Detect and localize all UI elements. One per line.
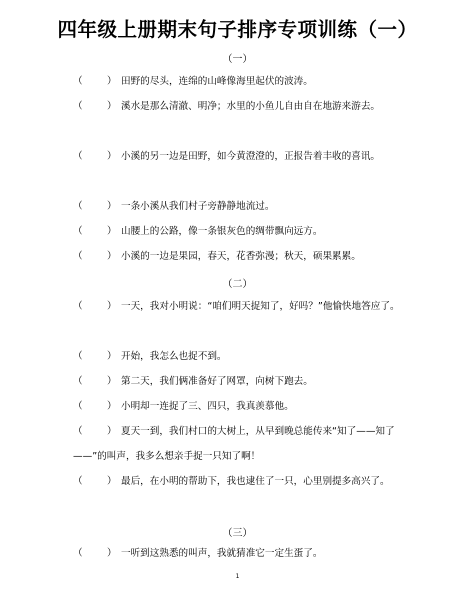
sentence-text: 小溪的另一边是田野，如今黄澄澄的，正报告着丰收的喜讯。 xyxy=(121,151,381,162)
sentence-item xyxy=(73,219,413,244)
sentence-text: 一听到这熟悉的叫声，我就猜准它一定生蛋了。 xyxy=(121,548,323,559)
sentence-text: 最后，在小明的帮助下，我也逮住了一只，心里别提多高兴了。 xyxy=(121,476,390,487)
section-heading-2: （二） xyxy=(222,279,253,290)
section-heading-1: （一） xyxy=(222,54,253,65)
answer-blank[interactable]: （ ） xyxy=(73,151,117,162)
answer-blank[interactable]: （ ） xyxy=(73,251,117,262)
sentence-item xyxy=(73,94,413,119)
answer-blank[interactable]: （ ） xyxy=(73,476,117,487)
sentence-text: 一天，我对小明说：“咱们明天捉知了，好吗？”他愉快地答应了。 xyxy=(121,301,400,312)
sentence-item xyxy=(73,419,413,469)
answer-blank[interactable]: （ ） xyxy=(73,301,117,312)
sentence-item xyxy=(73,194,413,219)
sentence-text: 小溪的一边是果园，春天，花香弥漫；秋天，硕果累累。 xyxy=(121,251,361,262)
sentence-text: 第二天，我们俩准备好了网罩，向树下跑去。 xyxy=(121,376,313,387)
sentence-item xyxy=(73,394,413,419)
answer-blank[interactable]: （ ） xyxy=(73,351,117,362)
sentence-text: 小明却一连捉了三、四只，我真羡慕他。 xyxy=(121,401,294,412)
sentence-item xyxy=(73,344,413,369)
sentence-text: 一条小溪从我们村子旁静静地流过。 xyxy=(121,201,275,212)
sentence-text: 田野的尽头，连绵的山峰像海里起伏的波涛。 xyxy=(121,76,313,87)
sentence-text: 山腰上的公路，像一条银灰色的绸带飘向远方。 xyxy=(121,226,323,237)
answer-blank[interactable]: （ ） xyxy=(73,401,117,412)
answer-blank[interactable]: （ ） xyxy=(73,201,117,212)
page-number: 1 xyxy=(235,573,240,580)
sentence-item xyxy=(73,369,413,394)
sentence-item xyxy=(73,69,413,94)
answer-blank[interactable]: （ ） xyxy=(73,226,117,237)
sentence-item xyxy=(73,469,413,494)
sentence-text: 夏天一到，我们村口的大树上，从早到晚总能传来“知了——知了——”的叫声，我多么想亲手捉一只知了啊！ xyxy=(73,426,395,462)
answer-blank[interactable]: （ ） xyxy=(73,548,117,559)
sentence-item xyxy=(73,144,413,169)
answer-blank[interactable]: （ ） xyxy=(73,101,117,112)
answer-blank[interactable]: （ ） xyxy=(73,376,117,387)
answer-blank[interactable]: （ ） xyxy=(73,426,117,437)
sentence-item xyxy=(73,541,413,566)
sentence-item xyxy=(73,294,413,319)
sentence-text: 溪水是那么清澈、明净；水里的小鱼儿自由自在地游来游去。 xyxy=(121,101,381,112)
page-title: 四年级上册期末句子排序专项训练（一） xyxy=(57,18,418,41)
sentence-text: 开始，我怎么也捉不到。 xyxy=(121,351,227,362)
sentence-item xyxy=(73,244,413,269)
section-heading-3: （三） xyxy=(222,528,253,539)
answer-blank[interactable]: （ ） xyxy=(73,76,117,87)
